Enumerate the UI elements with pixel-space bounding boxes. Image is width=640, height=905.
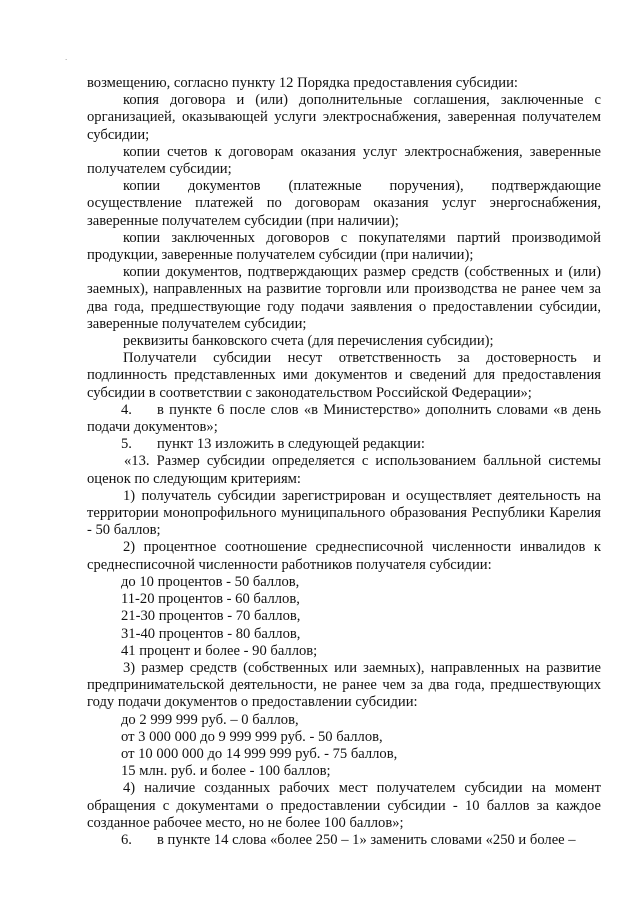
numbered-item-5 [87,436,601,453]
list-item-invoice-copies: копии счетов к договорам оказания услуг электроснабжения, заверенные получателем субсидии; [87,143,601,178]
item-number: 5. [121,436,132,453]
criterion-2-option: 21-30 процентов - 70 баллов, [121,608,301,625]
scan-speck: · [65,56,68,64]
numbered-item-4 [87,402,601,436]
criterion-2-option: до 10 процентов - 50 баллов, [121,573,300,590]
list-item-buyer-contracts: копии заключенных договоров с покупателями партий производимой продукции, заверенные получателем субсидии (при наличии); [87,229,601,264]
criterion-3-option: от 10 000 000 до 14 999 999 руб. - 75 баллов, [121,745,398,762]
item-number: 6. [121,831,132,848]
list-item-funds-documents: копии документов, подтверждающих размер средств (собственных и (или) заемных), направленных на развитие торговли или производства не ранее чем за два года, предшествующие году подачи заявления о предоставлении субсидии, заверенные получателем субсидии; [87,264,601,332]
criterion-2-option: 41 процент и более - 90 баллов; [121,642,318,659]
item-text: в пункте 14 слова «более 250 – 1» заменить словами «250 и более – [157,831,576,848]
criterion-2-option: 31-40 процентов - 80 баллов, [121,625,301,642]
paragraph-point-13: «13. Размер субсидии определяется с использованием балльной системы оценок по следующим критериям: [87,453,601,487]
numbered-item-6 [87,832,601,849]
criterion-2-option: 11-20 процентов - 60 баллов, [121,591,300,608]
list-item-bank-details: реквизиты банковского счета (для перечисления субсидии); [123,333,494,350]
list-item-payment-documents: копии документов (платежные поручения), подтверждающие осуществление платежей по договорам оказания услуг энергоснабжения, заверенные получателем субсидии (при наличии); [87,178,601,229]
item-text: пункт 13 изложить в следующей редакции: [157,436,425,453]
paragraph-continuation: возмещению, согласно пункту 12 Порядка предоставления субсидии: [87,75,518,91]
criterion-3: 3) размер средств (собственных или заемных), направленных на развитие предпринимательской деятельности, не ранее чем за два года, предшествующих году подачи документов о предоставлении субсидии: [87,659,601,711]
paragraph-responsibility: Получатели субсидии несут ответственность за достоверность и подлинность представленных ими документов и сведений для предоставления субсидии в соответствии с законодательством Российской Федерации»; [87,350,601,401]
criterion-2: 2) процентное соотношение среднесписочной численности инвалидов к среднесписочной численности работников получателя субсидии: [87,539,601,573]
document-body [87,75,601,849]
list-item-contract-copy: копия договора и (или) дополнительные соглашения, заключенные с организацией, оказывающей услуги электроснабжения, заверенная получателем субсидии; [87,92,601,143]
item-text: в пункте 6 после слов «в Министерство» дополнить словами «в день подачи документов»; [87,401,601,436]
criterion-3-option: 15 млн. руб. и более - 100 баллов; [121,763,331,780]
item-number: 4. [121,401,132,418]
criterion-3-option: от 3 000 000 до 9 999 999 руб. - 50 баллов, [121,728,383,745]
criterion-3-option: до 2 999 999 руб. – 0 баллов, [121,711,299,728]
criterion-1: 1) получатель субсидии зарегистрирован и осуществляет деятельность на территории монопрофильного муниципального образования Республики Карелия - 50 баллов; [87,487,601,539]
criterion-4: 4) наличие созданных рабочих мест получателем субсидии на момент обращения с документами о предоставлении субсидии - 10 баллов за каждое созданное рабочее место, но не более 100 баллов»; [87,780,601,831]
